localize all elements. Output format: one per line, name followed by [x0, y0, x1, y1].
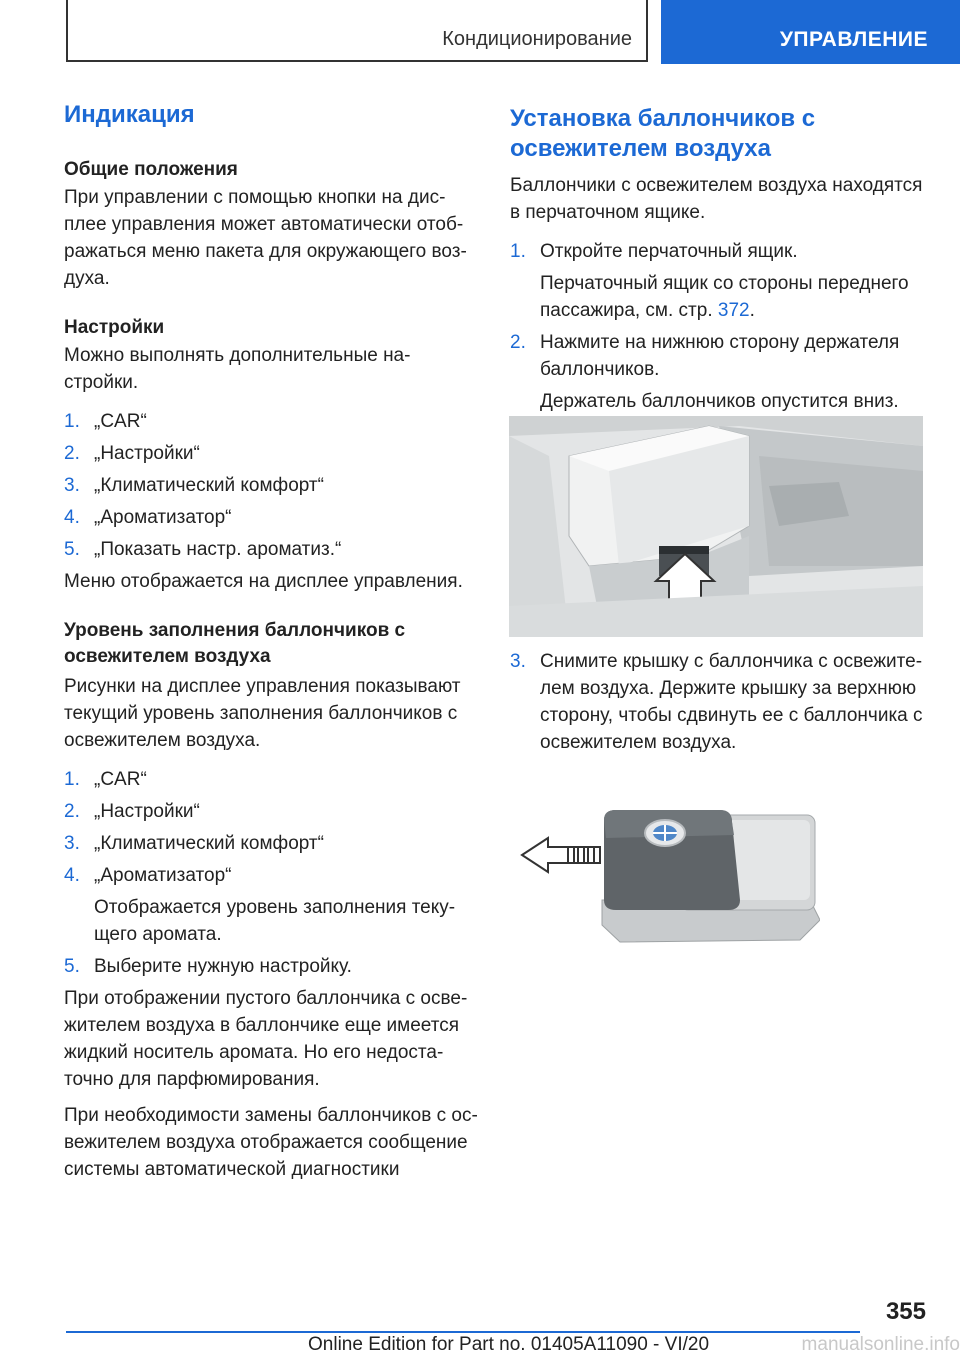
step-number: 5.	[64, 956, 80, 977]
glovebox-holder-drawing	[509, 416, 923, 637]
page-number: 355	[885, 1298, 926, 1325]
step-text: баллончиков.	[540, 359, 660, 380]
install-steps	[510, 238, 930, 415]
step-text: Нажмите на нижнюю сторону держателя	[540, 332, 900, 353]
step-number: 3.	[64, 475, 80, 496]
list-item	[510, 329, 930, 383]
list-item	[64, 953, 479, 980]
title-line: Установка баллончиков с	[510, 105, 816, 132]
text-line: Держатель баллончиков опустится вниз.	[540, 391, 899, 412]
step-number: 1.	[510, 241, 526, 262]
punctuation: .	[749, 300, 755, 321]
step-note	[510, 388, 930, 415]
header-section-title: Кондиционирование	[442, 28, 632, 50]
step-number: 1.	[64, 769, 80, 790]
step-number: 2.	[64, 443, 80, 464]
list-item	[64, 798, 479, 825]
step-number: 3.	[510, 651, 526, 672]
text-line: жителем воздуха в баллончике еще имеется	[64, 1015, 459, 1036]
list-item	[64, 766, 479, 793]
text-line: стройки.	[64, 372, 139, 393]
step-number: 1.	[64, 411, 80, 432]
general-text	[64, 184, 479, 292]
text-line: точно для парфюмирования.	[64, 1069, 320, 1090]
text-line: жидкий носитель аромата. Но его недоста-	[64, 1042, 444, 1063]
title-line: освежителем воздуха	[510, 135, 771, 162]
cartridge-cap-drawing	[520, 800, 820, 950]
page-reference-link[interactable]: 372	[717, 300, 750, 321]
list-item	[64, 862, 479, 889]
list-item	[64, 504, 479, 531]
text-line: Баллончики с освежителем воздуха находятся	[510, 175, 923, 196]
text-line: системы автоматической диагностики	[64, 1159, 400, 1180]
text-line: вежителем воздуха отображается сообщение	[64, 1132, 468, 1153]
text-line: в перчаточном ящике.	[510, 202, 706, 223]
settings-steps	[64, 408, 479, 563]
fill-level-paragraph	[64, 985, 479, 1093]
heading-general: Общие положения	[64, 159, 238, 180]
step-number: 4.	[64, 507, 80, 528]
step-text: освежителем воздуха.	[540, 732, 737, 753]
right-column	[510, 104, 930, 415]
section-title-display: Индикация	[64, 101, 195, 128]
step-text: „CAR“	[94, 769, 147, 790]
step-text: „Климатический комфорт“	[94, 475, 324, 496]
text-line	[540, 297, 930, 324]
header-section-tab	[66, 0, 648, 62]
text-line: При отображении пустого баллончика с осве-	[64, 988, 468, 1009]
text-line: текущий уровень заполнения баллончиков с	[64, 703, 458, 724]
list-item	[64, 830, 479, 857]
heading-settings: Настройки	[64, 317, 165, 338]
step-text: „Настройки“	[94, 801, 200, 822]
heading-fill-level	[64, 618, 479, 670]
left-column	[64, 100, 479, 1183]
header-chapter-title: УПРАВЛЕНИЕ	[779, 28, 928, 51]
fill-level-steps	[64, 766, 479, 980]
text-line: ражаться меню пакета для окружающего воз-	[64, 241, 467, 262]
step-text: Откройте перчаточный ящик.	[540, 241, 798, 262]
settings-after-text: Меню отображается на дисплее управления.	[64, 571, 463, 592]
step-number: 4.	[64, 865, 80, 886]
step-text: сторону, чтобы сдвинуть ее с баллончика с	[540, 705, 923, 726]
text-line: плее управления может автоматически отоб-	[64, 214, 464, 235]
text-line: Отображается уровень заполнения теку-	[94, 897, 456, 918]
text-line: щего аромата.	[94, 924, 222, 945]
text-line: При управлении с помощью кнопки на дис-	[64, 187, 446, 208]
text-line: Можно выполнять дополнительные на-	[64, 345, 411, 366]
list-item	[64, 440, 479, 467]
install-step3	[510, 648, 930, 756]
step-number: 2.	[64, 801, 80, 822]
step-text: „Ароматизатор“	[94, 865, 232, 886]
step-number: 3.	[64, 833, 80, 854]
glovebox-holder-illustration	[509, 416, 923, 637]
text-line: Перчаточный ящик со стороны переднего	[540, 273, 909, 294]
step-text: лем воздуха. Держите крышку за верхнюю	[540, 678, 917, 699]
step-number: 5.	[64, 539, 80, 560]
step-note	[64, 894, 479, 948]
text-line: духа.	[64, 268, 110, 289]
settings-text	[64, 342, 479, 396]
footer-edition: Online Edition for Part no. 01405A11090 - VI/20	[308, 1334, 710, 1355]
step-text: „Настройки“	[94, 443, 200, 464]
note-text: пассажира, см. стр.	[540, 300, 713, 321]
watermark: manualsonline.info	[801, 1334, 960, 1355]
footer-divider	[66, 1331, 860, 1333]
text-line: Рисунки на дисплее управления показывают	[64, 676, 461, 697]
step-text: Снимите крышку с баллончика с освежите-	[540, 651, 923, 672]
heading-line: Уровень заполнения баллончиков с	[64, 620, 406, 641]
step-text: „CAR“	[94, 411, 147, 432]
text-line: освежителем воздуха.	[64, 730, 261, 751]
list-item	[510, 238, 930, 265]
install-intro	[510, 172, 930, 226]
section-title-install	[510, 104, 930, 164]
list-item	[64, 408, 479, 435]
text-line: При необходимости замены баллончиков с ос-	[64, 1105, 478, 1126]
list-item	[510, 648, 930, 756]
fill-level-paragraph	[64, 1102, 479, 1183]
heading-line: освежителем воздуха	[64, 646, 271, 667]
step-text: „Климатический комфорт“	[94, 833, 324, 854]
step-text: „Показать настр. ароматиз.“	[94, 539, 342, 560]
step-text: „Ароматизатор“	[94, 507, 232, 528]
step-number: 2.	[510, 332, 526, 353]
cartridge-cap-illustration	[520, 800, 820, 950]
header-chapter-tab	[661, 0, 960, 64]
step-note	[510, 270, 930, 324]
list-item	[64, 536, 479, 563]
list-item	[64, 472, 479, 499]
fill-level-text	[64, 673, 479, 754]
step-text: Выберите нужную настройку.	[94, 956, 352, 977]
